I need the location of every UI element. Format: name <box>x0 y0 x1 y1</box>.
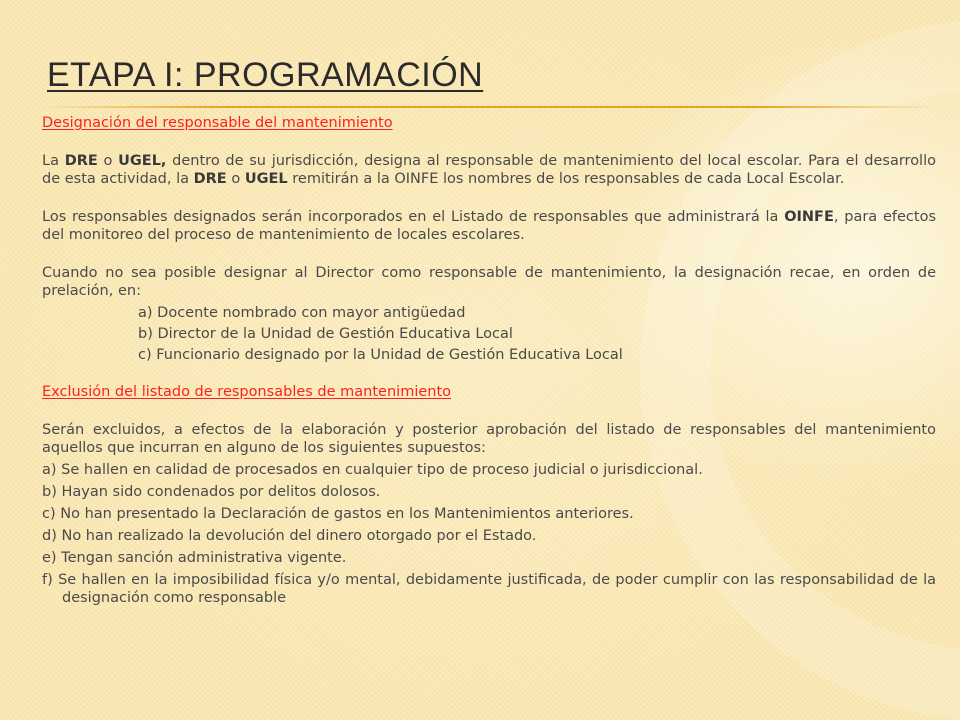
exclusion-item: e) Tengan sanción administrativa vigente. <box>42 550 347 566</box>
paragraph-registry <box>42 208 936 244</box>
exclusion-item: c) No han presentado la Declaración de gastos en los Mantenimientos anteriores. <box>42 506 634 522</box>
p1-ugel-1: UGEL, <box>118 153 167 169</box>
slide-title: ETAPA I: PROGRAMACIÓN <box>47 56 484 94</box>
exclusion-item: f) Se hallen en la imposibilidad física y/o mental, debidamente justificada, de poder cumplir con las responsabilidad de la designación como responsable <box>42 572 936 606</box>
exclusion-list <box>42 461 936 607</box>
p1-dre-2: DRE <box>193 171 227 187</box>
precedence-list <box>42 304 936 364</box>
p2-text-a: Los responsables designados serán incorporados en el Listado de responsables que administrará la <box>42 209 785 225</box>
p1-text-c: o <box>97 153 119 169</box>
paragraph-precedence: Cuando no sea posible designar al Director como responsable de mantenimiento, la designación recae, en orden de prelación, en: <box>42 265 936 299</box>
p2-oinfe: OINFE <box>784 209 834 225</box>
precedence-item: a) Docente nombrado con mayor antigüedad <box>138 305 466 321</box>
exclusion-item: a) Se hallen en calidad de procesados en cualquier tipo de proceso judicial o jurisdiccional. <box>42 462 703 478</box>
paragraph-designation <box>42 152 936 188</box>
exclusion-item: d) No han realizado la devolución del dinero otorgado por el Estado. <box>42 528 537 544</box>
paragraph-exclusion-intro: Serán excluidos, a efectos de la elaboración y posterior aprobación del listado de responsables del mantenimiento aquellos que incurran en alguno de los siguientes supuestos: <box>42 422 936 456</box>
section-heading-designation: Designación del responsable del mantenimiento <box>42 115 393 131</box>
p1-ugel-2: UGEL <box>244 171 288 187</box>
p1-text-g: o <box>226 171 245 187</box>
p1-text-e: dentro de su jurisdicción, designa al responsable de mantenimiento del local escolar. Para el desarrollo de esta actividad, la <box>42 153 936 187</box>
p1-text-i: remitirán a la OINFE los nombres de los responsables de cada Local Escolar. <box>287 171 845 187</box>
p1-text-a: La <box>42 153 65 169</box>
precedence-item: b) Director de la Unidad de Gestión Educativa Local <box>138 326 513 342</box>
section-heading-exclusion: Exclusión del listado de responsables de mantenimiento <box>42 384 452 400</box>
title-divider <box>38 106 940 108</box>
p1-dre-1: DRE <box>64 153 98 169</box>
precedence-item: c) Funcionario designado por la Unidad de Gestión Educativa Local <box>138 347 623 363</box>
slide-body <box>42 114 936 611</box>
p2-text-c: , para efectos del monitoreo del proceso de mantenimiento de locales escolares. <box>42 209 936 243</box>
exclusion-item: b) Hayan sido condenados por delitos dolosos. <box>42 484 381 500</box>
